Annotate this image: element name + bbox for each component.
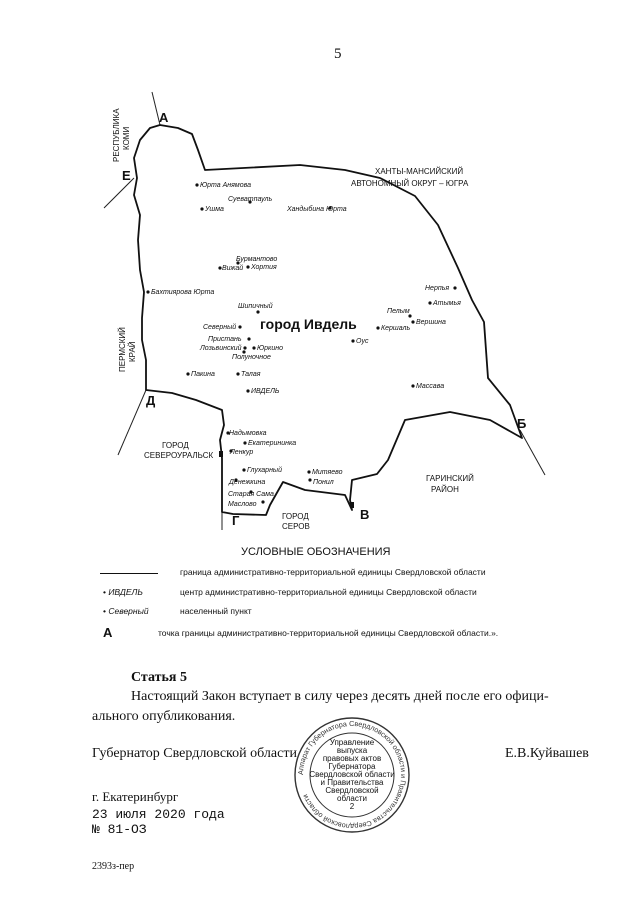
svg-text:Полуночное: Полуночное xyxy=(232,354,271,361)
svg-text:Шипичный: Шипичный xyxy=(238,303,273,310)
settlement-talaya xyxy=(236,371,260,378)
garinsky-label-1: ГАРИНСКИЙ xyxy=(426,474,474,483)
point-e: Е xyxy=(122,168,131,183)
svg-text:Маслово: Маслово xyxy=(228,501,257,508)
svg-text:Массава: Массава xyxy=(416,383,445,390)
point-d: Д xyxy=(146,393,156,408)
settlement-vizhay xyxy=(218,264,243,272)
perm-label-2: КРАЙ xyxy=(128,341,137,362)
city-name: город Ивдель xyxy=(260,316,357,332)
svg-text:Вижай: Вижай xyxy=(222,265,244,272)
svg-text:Понил: Понил xyxy=(313,479,334,486)
legend-item-boundary: граница административно-территориальной единицы Свердловской области xyxy=(180,567,486,577)
point-g: Г xyxy=(232,513,240,528)
article-text-line1: Настоящий Закон вступает в силу через десять дней после его офици- xyxy=(131,689,549,704)
svg-text:выпуска: выпуска xyxy=(336,746,368,755)
signatory-name: Е.В.Куйвашев xyxy=(505,746,589,761)
svg-text:Вершина: Вершина xyxy=(416,319,446,326)
svg-text:Лозьвинский: Лозьвинский xyxy=(200,345,242,352)
svg-text:Аппарат Губернатора Свердловск: Аппарат Губернатора Свердловской области и Правительства Свердловской области xyxy=(295,718,409,832)
svg-text:Глухарный: Глухарный xyxy=(247,467,282,474)
svg-text:ИВДЕЛЬ: ИВДЕЛЬ xyxy=(251,388,280,395)
article-text-line2: ального опубликования. xyxy=(92,709,236,724)
point-v: В xyxy=(360,507,370,522)
point-b: Б xyxy=(517,416,527,431)
svg-text:Свердловской: Свердловской xyxy=(325,786,379,795)
settlement-vershina xyxy=(411,319,446,326)
hmao-label-2: АВТОНОМНЫЙ ОКРУГ – ЮГРА xyxy=(351,179,469,188)
article-heading: Статья 5 xyxy=(131,670,187,685)
serov-label-1: ГОРОД xyxy=(282,512,309,521)
severouralsk-label-2: СЕВЕРОУРАЛЬСК xyxy=(144,451,214,460)
svg-text:Митяево: Митяево xyxy=(312,469,343,476)
svg-text:Кершаль: Кершаль xyxy=(381,325,411,332)
settlement-atymya xyxy=(428,300,461,307)
place: г. Екатеринбург xyxy=(92,789,179,804)
settlement-khortiya xyxy=(246,264,277,271)
svg-text:Атымья: Атымья xyxy=(433,300,461,307)
svg-text:правовых актов: правовых актов xyxy=(322,754,382,763)
svg-text:Юрта Анямова: Юрта Анямова xyxy=(200,182,251,189)
svg-text:Хандыбина Юрта: Хандыбина Юрта xyxy=(287,206,347,213)
law-number: № 81-ОЗ xyxy=(92,822,147,837)
svg-text:Управление: Управление xyxy=(329,738,375,747)
settlement-ushma xyxy=(200,206,224,213)
border-line-d xyxy=(118,390,146,455)
legend-symbol-settlement: • Северный xyxy=(103,606,149,616)
svg-text:Екатерининка: Екатерининка xyxy=(248,440,297,447)
settlement-nerpya xyxy=(425,285,457,292)
hmao-label-1: ХАНТЫ-МАНСИЙСКИЙ xyxy=(375,167,464,176)
legend-title: УСЛОВНЫЕ ОБОЗНАЧЕНИЯ xyxy=(241,546,391,558)
border-line-b xyxy=(520,430,545,475)
svg-text:Хортия: Хортия xyxy=(251,264,277,271)
footer-code: 2393з-пер xyxy=(92,861,135,872)
svg-text:Талая: Талая xyxy=(241,371,261,378)
svg-text:Свердловской области: Свердловской области xyxy=(309,770,395,779)
law-date: 23 июля 2020 года xyxy=(92,807,225,822)
svg-text:Денежкина: Денежкина xyxy=(229,479,266,486)
svg-text:Надымовка: Надымовка xyxy=(229,430,267,437)
settlement-staraya-sama xyxy=(228,490,274,498)
official-seal xyxy=(292,715,412,835)
settlement-ivdel xyxy=(246,388,280,395)
junction-mark-severouralsk xyxy=(219,451,223,457)
svg-text:Пелым: Пелым xyxy=(387,308,410,315)
perm-label-1: ПЕРМСКИЙ xyxy=(118,327,127,372)
legend-line-symbol xyxy=(100,573,158,574)
point-a: А xyxy=(159,110,169,125)
settlement-shipichny xyxy=(238,302,273,314)
serov-label-2: СЕРОВ xyxy=(282,522,310,531)
settlement-glukharny xyxy=(242,466,282,474)
svg-text:Нерпья: Нерпья xyxy=(425,285,450,292)
settlement-kershal xyxy=(376,325,410,332)
komi-label-2: КОМИ xyxy=(122,126,131,150)
svg-text:и Правительства: и Правительства xyxy=(320,778,384,787)
svg-text:Пристань: Пристань xyxy=(208,336,242,343)
svg-text:Суеватпауль: Суеватпауль xyxy=(228,196,273,203)
page-number: 5 xyxy=(334,46,342,62)
legend-symbol-point: А xyxy=(103,625,113,640)
svg-text:Губернатора: Губернатора xyxy=(328,762,376,771)
settlement-pakina xyxy=(186,371,215,378)
settlement-denezhkina xyxy=(228,478,265,486)
svg-text:Юркино: Юркино xyxy=(257,345,283,352)
settlement-yurkino xyxy=(252,345,283,352)
svg-text:Старая Сама: Старая Сама xyxy=(228,491,274,498)
settlement-pristan xyxy=(208,336,251,343)
komi-label-1: РЕСПУБЛИКА xyxy=(112,108,121,162)
svg-text:Бурмантово: Бурмантово xyxy=(236,256,278,263)
svg-text:области: области xyxy=(337,794,367,803)
settlement-nadymovka xyxy=(226,429,266,437)
settlement-lenkur xyxy=(229,449,253,456)
settlement-ekaterininka xyxy=(243,440,296,447)
settlement-ponil xyxy=(308,478,333,486)
settlement-massava xyxy=(411,383,444,390)
settlement-pelym xyxy=(387,308,412,318)
settlement-maslovo xyxy=(228,500,265,508)
legend-item-settlement: населенный пункт xyxy=(180,606,252,616)
legend-item-center: центр административно-территориальной единицы Свердловской области xyxy=(180,587,477,597)
svg-text:Ушма: Ушма xyxy=(205,206,224,213)
garinsky-label-2: РАЙОН xyxy=(431,485,459,494)
settlement-bakhtiyarova-yurta xyxy=(146,289,214,296)
svg-text:Северный: Северный xyxy=(203,324,237,331)
settlement-ous xyxy=(351,338,369,345)
settlement-suevatpaul xyxy=(228,196,272,204)
svg-text:Оус: Оус xyxy=(356,338,369,345)
svg-text:Пакина: Пакина xyxy=(191,371,215,378)
signatory-position: Губернатор Свердловской области xyxy=(92,746,297,761)
settlement-mityaevo xyxy=(307,469,342,476)
settlement-lozvinsky xyxy=(199,344,247,352)
svg-text:2: 2 xyxy=(349,802,355,811)
svg-text:Бахтиярова Юрта: Бахтиярова Юрта xyxy=(151,289,215,296)
junction-mark-serov xyxy=(350,502,354,508)
legend-item-point: точка границы административно-территориальной единицы Свердловской области.». xyxy=(158,628,499,638)
legend-symbol-center: • ИВДЕЛЬ xyxy=(103,587,143,597)
severouralsk-label-1: ГОРОД xyxy=(162,441,189,450)
settlement-yurta-anyamova xyxy=(195,182,251,189)
settlement-khandybina-yurta xyxy=(286,205,347,213)
svg-text:Ленкур: Ленкур xyxy=(230,449,254,456)
settlement-severny xyxy=(203,323,242,331)
